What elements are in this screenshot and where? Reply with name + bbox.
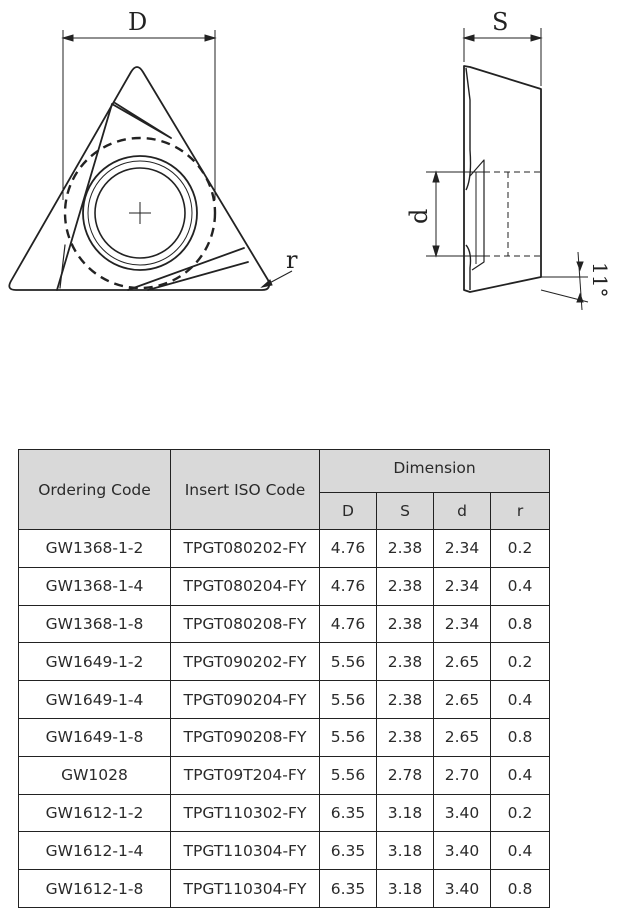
cell-D: 5.56 <box>320 718 377 756</box>
cell-d: 3.40 <box>434 832 491 870</box>
cell-D: 5.56 <box>320 681 377 719</box>
table-row <box>19 794 550 832</box>
label-S: S <box>492 8 509 36</box>
cell-iso-code: TPGT080204-FY <box>171 567 320 605</box>
cell-ordering-code: GW1368-1-2 <box>19 530 171 568</box>
cell-r: 0.2 <box>491 794 550 832</box>
cell-iso-code: TPGT09T204-FY <box>171 756 320 794</box>
cell-r: 0.8 <box>491 605 550 643</box>
cell-S: 3.18 <box>377 794 434 832</box>
insert-outline <box>9 67 269 290</box>
insert-side-view <box>464 66 541 292</box>
cell-r: 0.2 <box>491 530 550 568</box>
cell-D: 5.56 <box>320 643 377 681</box>
cell-iso-code: TPGT090204-FY <box>171 681 320 719</box>
cell-D: 4.76 <box>320 530 377 568</box>
cell-S: 2.38 <box>377 681 434 719</box>
cell-d: 3.40 <box>434 794 491 832</box>
dimension-d <box>426 172 484 256</box>
cell-D: 4.76 <box>320 605 377 643</box>
header-row <box>19 450 550 493</box>
cell-S: 2.38 <box>377 718 434 756</box>
table-row <box>19 530 550 568</box>
cell-S: 2.38 <box>377 643 434 681</box>
chipbreaker-left <box>57 103 171 290</box>
cell-iso-code: TPGT080202-FY <box>171 530 320 568</box>
cell-ordering-code: GW1368-1-4 <box>19 567 171 605</box>
cell-d: 2.34 <box>434 605 491 643</box>
cell-ordering-code: GW1612-1-8 <box>19 870 171 908</box>
table-row <box>19 756 550 794</box>
cell-ordering-code: GW1649-1-8 <box>19 718 171 756</box>
cell-r: 0.8 <box>491 718 550 756</box>
cell-ordering-code: GW1649-1-2 <box>19 643 171 681</box>
cell-S: 2.38 <box>377 605 434 643</box>
cell-D: 4.76 <box>320 567 377 605</box>
mounting-hole <box>83 156 197 270</box>
cell-iso-code: TPGT110304-FY <box>171 832 320 870</box>
header-insert-iso-code: Insert ISO Code <box>171 450 320 530</box>
side-hidden-lines <box>484 172 541 256</box>
cell-D: 5.56 <box>320 756 377 794</box>
cell-S: 2.78 <box>377 756 434 794</box>
cell-iso-code: TPGT110304-FY <box>171 870 320 908</box>
label-D: D <box>128 8 148 36</box>
dimension-D <box>63 30 215 200</box>
cell-S: 2.38 <box>377 567 434 605</box>
side-hole-upper <box>470 160 484 270</box>
label-angle: 11° <box>588 262 612 298</box>
cell-d: 2.34 <box>434 567 491 605</box>
cell-r: 0.4 <box>491 756 550 794</box>
cell-d: 2.65 <box>434 643 491 681</box>
cell-iso-code: TPGT090208-FY <box>171 718 320 756</box>
cell-d: 2.34 <box>434 530 491 568</box>
cell-ordering-code: GW1368-1-8 <box>19 605 171 643</box>
cell-r: 0.4 <box>491 681 550 719</box>
cell-r: 0.8 <box>491 870 550 908</box>
cell-iso-code: TPGT110302-FY <box>171 794 320 832</box>
table-row <box>19 643 550 681</box>
insert-spec-table <box>18 449 550 908</box>
cell-S: 3.18 <box>377 870 434 908</box>
cell-ordering-code: GW1612-1-2 <box>19 794 171 832</box>
table-row <box>19 605 550 643</box>
cell-r: 0.4 <box>491 832 550 870</box>
cell-D: 6.35 <box>320 794 377 832</box>
cell-d: 2.70 <box>434 756 491 794</box>
table-row <box>19 718 550 756</box>
header-d: d <box>434 493 491 530</box>
cell-d: 3.40 <box>434 870 491 908</box>
insert-top-view <box>9 67 269 290</box>
cell-r: 0.4 <box>491 567 550 605</box>
cell-d: 2.65 <box>434 681 491 719</box>
header-ordering-code: Ordering Code <box>19 450 171 530</box>
cell-iso-code: TPGT080208-FY <box>171 605 320 643</box>
header-S: S <box>377 493 434 530</box>
cell-D: 6.35 <box>320 832 377 870</box>
cell-ordering-code: GW1028 <box>19 756 171 794</box>
cell-d: 2.65 <box>434 718 491 756</box>
dimension-angle <box>541 252 588 310</box>
cell-D: 6.35 <box>320 870 377 908</box>
table-row <box>19 567 550 605</box>
label-d: d <box>405 208 433 224</box>
cell-r: 0.2 <box>491 643 550 681</box>
cell-ordering-code: GW1612-1-4 <box>19 832 171 870</box>
cell-iso-code: TPGT090202-FY <box>171 643 320 681</box>
header-D: D <box>320 493 377 530</box>
table-row <box>19 681 550 719</box>
label-r: r <box>286 246 298 274</box>
table-row <box>19 870 550 908</box>
cell-S: 3.18 <box>377 832 434 870</box>
header-r: r <box>491 493 550 530</box>
header-dimension: Dimension <box>320 450 550 493</box>
table-row <box>19 832 550 870</box>
insert-technical-drawing <box>0 0 626 330</box>
cell-ordering-code: GW1649-1-4 <box>19 681 171 719</box>
cell-S: 2.38 <box>377 530 434 568</box>
side-chamfer <box>466 68 471 290</box>
